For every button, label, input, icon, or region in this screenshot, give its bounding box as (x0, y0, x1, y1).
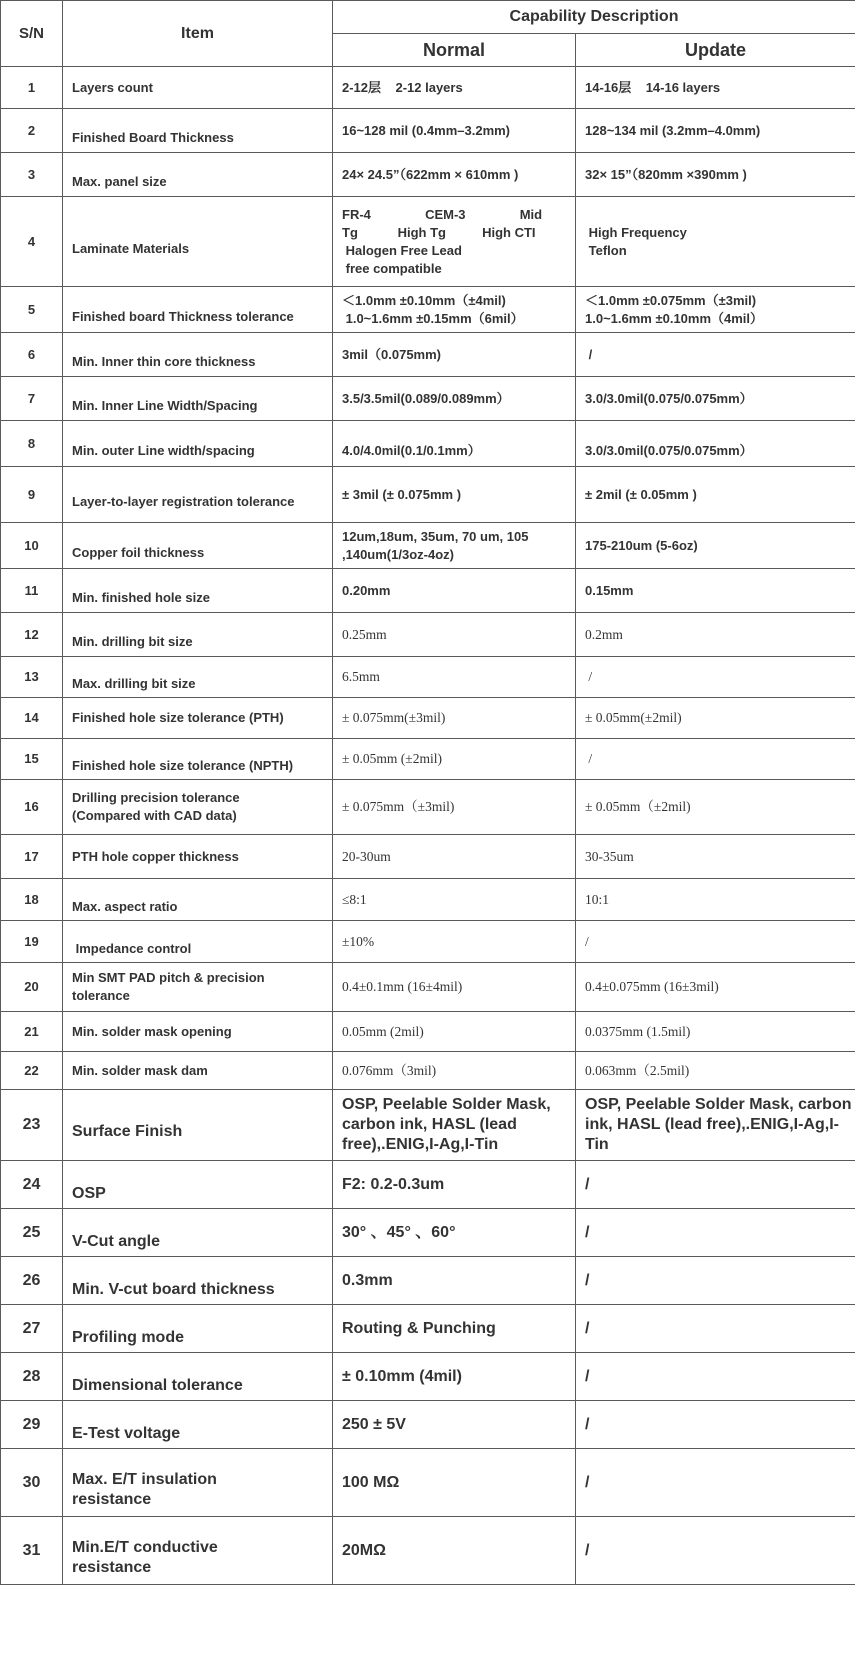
row-normal (333, 523, 576, 569)
row-update: / (576, 1517, 855, 1585)
row-item (63, 780, 333, 835)
row-item-line: Min SMT PAD pitch & precision (72, 970, 265, 985)
row-sn: 25 (1, 1209, 63, 1257)
row-update: / (576, 1161, 855, 1209)
row-sn: 29 (1, 1401, 63, 1449)
row-item: Impedance control (63, 921, 333, 963)
row-sn: 21 (1, 1012, 63, 1052)
row-item: Finished Board Thickness (63, 109, 333, 153)
row-sn: 8 (1, 421, 63, 467)
row-update: / (576, 1257, 855, 1305)
row-normal: 20-30um (333, 835, 576, 879)
row-update-line: High Frequency (585, 224, 687, 240)
row-normal: ±10% (333, 921, 576, 963)
row-update: / (576, 921, 855, 963)
row-normal: 0.4±0.1mm (16±4mil) (333, 963, 576, 1012)
row-normal: 3mil（0.075mm) (333, 333, 576, 377)
row-sn: 17 (1, 835, 63, 879)
table-row (1, 523, 855, 569)
row-update-line: Teflon (585, 242, 627, 258)
row-normal (333, 197, 576, 287)
row-item: Max. aspect ratio (63, 879, 333, 921)
row-update: 0.0375mm (1.5mil) (576, 1012, 855, 1052)
row-update: ± 2mil (± 0.05mm ) (576, 467, 855, 523)
row-update: / (576, 1449, 855, 1517)
row-normal-line: 1.0~1.6mm ±0.15mm（6mil） (342, 310, 524, 326)
row-normal: 2-12层 2-12 layers (333, 67, 576, 109)
row-update: 0.2mm (576, 613, 855, 657)
row-normal: 0.076mm（3mil) (333, 1052, 576, 1090)
row-item: OSP (63, 1161, 333, 1209)
row-item: Min. Inner Line Width/Spacing (63, 377, 333, 421)
table-row (1, 197, 855, 287)
row-normal-line: OSP, Peelable Solder Mask, (342, 1096, 551, 1113)
row-update-line: ink, HASL (lead free),.ENIG,I-Ag,I- (585, 1116, 839, 1133)
table-row (1, 421, 855, 467)
row-normal: 0.3mm (333, 1257, 576, 1305)
row-normal: ± 0.075mm（±3mil) (333, 780, 576, 835)
row-item: Profiling mode (63, 1305, 333, 1353)
header-item: Item (63, 1, 333, 67)
table-row (1, 333, 855, 377)
table-row (1, 377, 855, 421)
row-normal: 0.20mm (333, 569, 576, 613)
row-update: 32× 15”（820mm ×390mm ) (576, 153, 855, 197)
row-normal: 20MΩ (333, 1517, 576, 1585)
row-update (576, 1090, 855, 1161)
row-item: Min. finished hole size (63, 569, 333, 613)
row-normal-line: ＜1.0mm ±0.10mm（±4mil) (342, 292, 506, 308)
row-normal: 4.0/4.0mil(0.1/0.1mm） (333, 421, 576, 467)
row-item-line: Drilling precision tolerance (72, 790, 240, 805)
row-item: Copper foil thickness (63, 523, 333, 569)
row-sn: 6 (1, 333, 63, 377)
row-sn: 20 (1, 963, 63, 1012)
row-sn: 13 (1, 657, 63, 698)
row-sn: 5 (1, 287, 63, 333)
row-update: 128~134 mil (3.2mm–4.0mm) (576, 109, 855, 153)
table-row (1, 569, 855, 613)
row-update: 3.0/3.0mil(0.075/0.075mm） (576, 377, 855, 421)
row-item: Min. drilling bit size (63, 613, 333, 657)
row-normal: ≤8:1 (333, 879, 576, 921)
row-item: Min. V-cut board thickness (63, 1257, 333, 1305)
row-normal-line: ,140um(1/3oz-4oz) (342, 546, 454, 562)
row-normal: 100 MΩ (333, 1449, 576, 1517)
row-sn: 1 (1, 67, 63, 109)
row-normal: 250 ± 5V (333, 1401, 576, 1449)
table-row (1, 613, 855, 657)
header-update: Update (576, 34, 855, 67)
table-row (1, 698, 855, 739)
row-item-line: tolerance (72, 988, 130, 1003)
row-update: / (576, 657, 855, 698)
header-capability-description: Capability Description (333, 1, 855, 34)
row-sn: 31 (1, 1517, 63, 1585)
table-row (1, 1305, 855, 1353)
table-row (1, 657, 855, 698)
table-row (1, 67, 855, 109)
row-normal (333, 287, 576, 333)
table-row (1, 1161, 855, 1209)
row-update: 0.4±0.075mm (16±3mil) (576, 963, 855, 1012)
row-item: Layers count (63, 67, 333, 109)
row-sn: 15 (1, 739, 63, 780)
row-update: / (576, 1209, 855, 1257)
row-normal-line: Halogen Free Lead (342, 242, 462, 258)
row-update: ± 0.05mm（±2mil) (576, 780, 855, 835)
row-normal: F2: 0.2-0.3um (333, 1161, 576, 1209)
row-update-line: Tin (585, 1136, 609, 1153)
row-item: Surface Finish (63, 1090, 333, 1161)
row-update (576, 287, 855, 333)
row-sn: 16 (1, 780, 63, 835)
row-item: Finished hole size tolerance (NPTH) (63, 739, 333, 780)
table-row (1, 1209, 855, 1257)
row-item: Laminate Materials (63, 197, 333, 287)
row-update: 10:1 (576, 879, 855, 921)
row-update: 0.063mm（2.5mil) (576, 1052, 855, 1090)
header-row-top (1, 1, 855, 34)
table-row (1, 835, 855, 879)
row-normal: ± 0.10mm (4mil) (333, 1353, 576, 1401)
table-row (1, 1012, 855, 1052)
row-normal: 24× 24.5”（622mm × 610mm ) (333, 153, 576, 197)
header-sn: S/N (1, 1, 63, 67)
row-normal-line: 12um,18um, 35um, 70 um, 105 (342, 528, 529, 544)
row-item-line: resistance (72, 1558, 152, 1576)
row-update: ± 0.05mm(±2mil) (576, 698, 855, 739)
row-normal: ± 3mil (± 0.075mm ) (333, 467, 576, 523)
row-item: Dimensional tolerance (63, 1353, 333, 1401)
row-sn: 2 (1, 109, 63, 153)
row-item: E-Test voltage (63, 1401, 333, 1449)
row-update: / (576, 333, 855, 377)
row-item: V-Cut angle (63, 1209, 333, 1257)
table-row (1, 287, 855, 333)
row-item: Finished hole size tolerance (PTH) (63, 698, 333, 739)
row-normal: 0.25mm (333, 613, 576, 657)
row-normal: 16~128 mil (0.4mm–3.2mm) (333, 109, 576, 153)
row-sn: 18 (1, 879, 63, 921)
table-row (1, 1449, 855, 1517)
table-row (1, 879, 855, 921)
row-sn: 28 (1, 1353, 63, 1401)
table-row (1, 1401, 855, 1449)
row-normal-line: Tg High Tg High CTI (342, 224, 536, 240)
row-item-line: (Compared with CAD data) (72, 808, 237, 823)
row-item: PTH hole copper thickness (63, 835, 333, 879)
row-sn: 26 (1, 1257, 63, 1305)
row-sn: 9 (1, 467, 63, 523)
row-item: Min. solder mask opening (63, 1012, 333, 1052)
row-normal-line: free),.ENIG,I-Ag,I-Tin (342, 1136, 499, 1153)
row-item: Max. drilling bit size (63, 657, 333, 698)
table-row (1, 1052, 855, 1090)
table-row (1, 1517, 855, 1585)
row-item (63, 1517, 333, 1585)
row-item-line: Max. E/T insulation (72, 1470, 217, 1488)
row-sn: 24 (1, 1161, 63, 1209)
row-sn: 23 (1, 1090, 63, 1161)
row-update: 14-16层 14-16 layers (576, 67, 855, 109)
row-sn: 7 (1, 377, 63, 421)
row-normal: ± 0.075mm(±3mil) (333, 698, 576, 739)
row-normal: 3.5/3.5mil(0.089/0.089mm） (333, 377, 576, 421)
row-normal-line: FR-4 CEM-3 Mid (342, 206, 543, 222)
row-item: Min. Inner thin core thickness (63, 333, 333, 377)
table-row (1, 109, 855, 153)
row-item: Layer-to-layer registration tolerance (63, 467, 333, 523)
row-normal: ± 0.05mm (±2mil) (333, 739, 576, 780)
row-update: / (576, 1305, 855, 1353)
row-normal: Routing & Punching (333, 1305, 576, 1353)
row-update: / (576, 1353, 855, 1401)
row-item: Finished board Thickness tolerance (63, 287, 333, 333)
row-item: Min. solder mask dam (63, 1052, 333, 1090)
row-normal: 30° 、45° 、60° (333, 1209, 576, 1257)
row-sn: 22 (1, 1052, 63, 1090)
table-row (1, 1090, 855, 1161)
row-item: Max. panel size (63, 153, 333, 197)
row-update-line: ＜1.0mm ±0.075mm（±3mil) (585, 292, 757, 308)
row-normal-line: carbon ink, HASL (lead (342, 1116, 517, 1133)
row-sn: 3 (1, 153, 63, 197)
table-row (1, 467, 855, 523)
row-sn: 27 (1, 1305, 63, 1353)
table-row (1, 153, 855, 197)
header-normal: Normal (333, 34, 576, 67)
row-item-line: Min.E/T conductive (72, 1538, 218, 1556)
row-item (63, 963, 333, 1012)
table-row (1, 963, 855, 1012)
row-item-line: resistance (72, 1490, 152, 1508)
row-sn: 4 (1, 197, 63, 287)
row-update: 30-35um (576, 835, 855, 879)
row-sn: 19 (1, 921, 63, 963)
row-normal (333, 1090, 576, 1161)
table-row (1, 1353, 855, 1401)
row-item (63, 1449, 333, 1517)
row-update: 175-210um (5-6oz) (576, 523, 855, 569)
table-row (1, 739, 855, 780)
row-normal: 0.05mm (2mil) (333, 1012, 576, 1052)
row-update: / (576, 739, 855, 780)
row-item: Min. outer Line width/spacing (63, 421, 333, 467)
row-sn: 30 (1, 1449, 63, 1517)
row-normal: 6.5mm (333, 657, 576, 698)
row-sn: 12 (1, 613, 63, 657)
row-update: 3.0/3.0mil(0.075/0.075mm） (576, 421, 855, 467)
row-normal-line: free compatible (342, 260, 442, 276)
table-body (1, 67, 855, 1585)
table-row (1, 1257, 855, 1305)
table-row (1, 780, 855, 835)
table-row (1, 921, 855, 963)
row-update-line: 1.0~1.6mm ±0.10mm（4mil） (585, 310, 764, 326)
row-update-line: OSP, Peelable Solder Mask, carbon (585, 1096, 852, 1113)
row-sn: 11 (1, 569, 63, 613)
row-update: / (576, 1401, 855, 1449)
row-sn: 14 (1, 698, 63, 739)
row-update (576, 197, 855, 287)
row-sn: 10 (1, 523, 63, 569)
row-update: 0.15mm (576, 569, 855, 613)
